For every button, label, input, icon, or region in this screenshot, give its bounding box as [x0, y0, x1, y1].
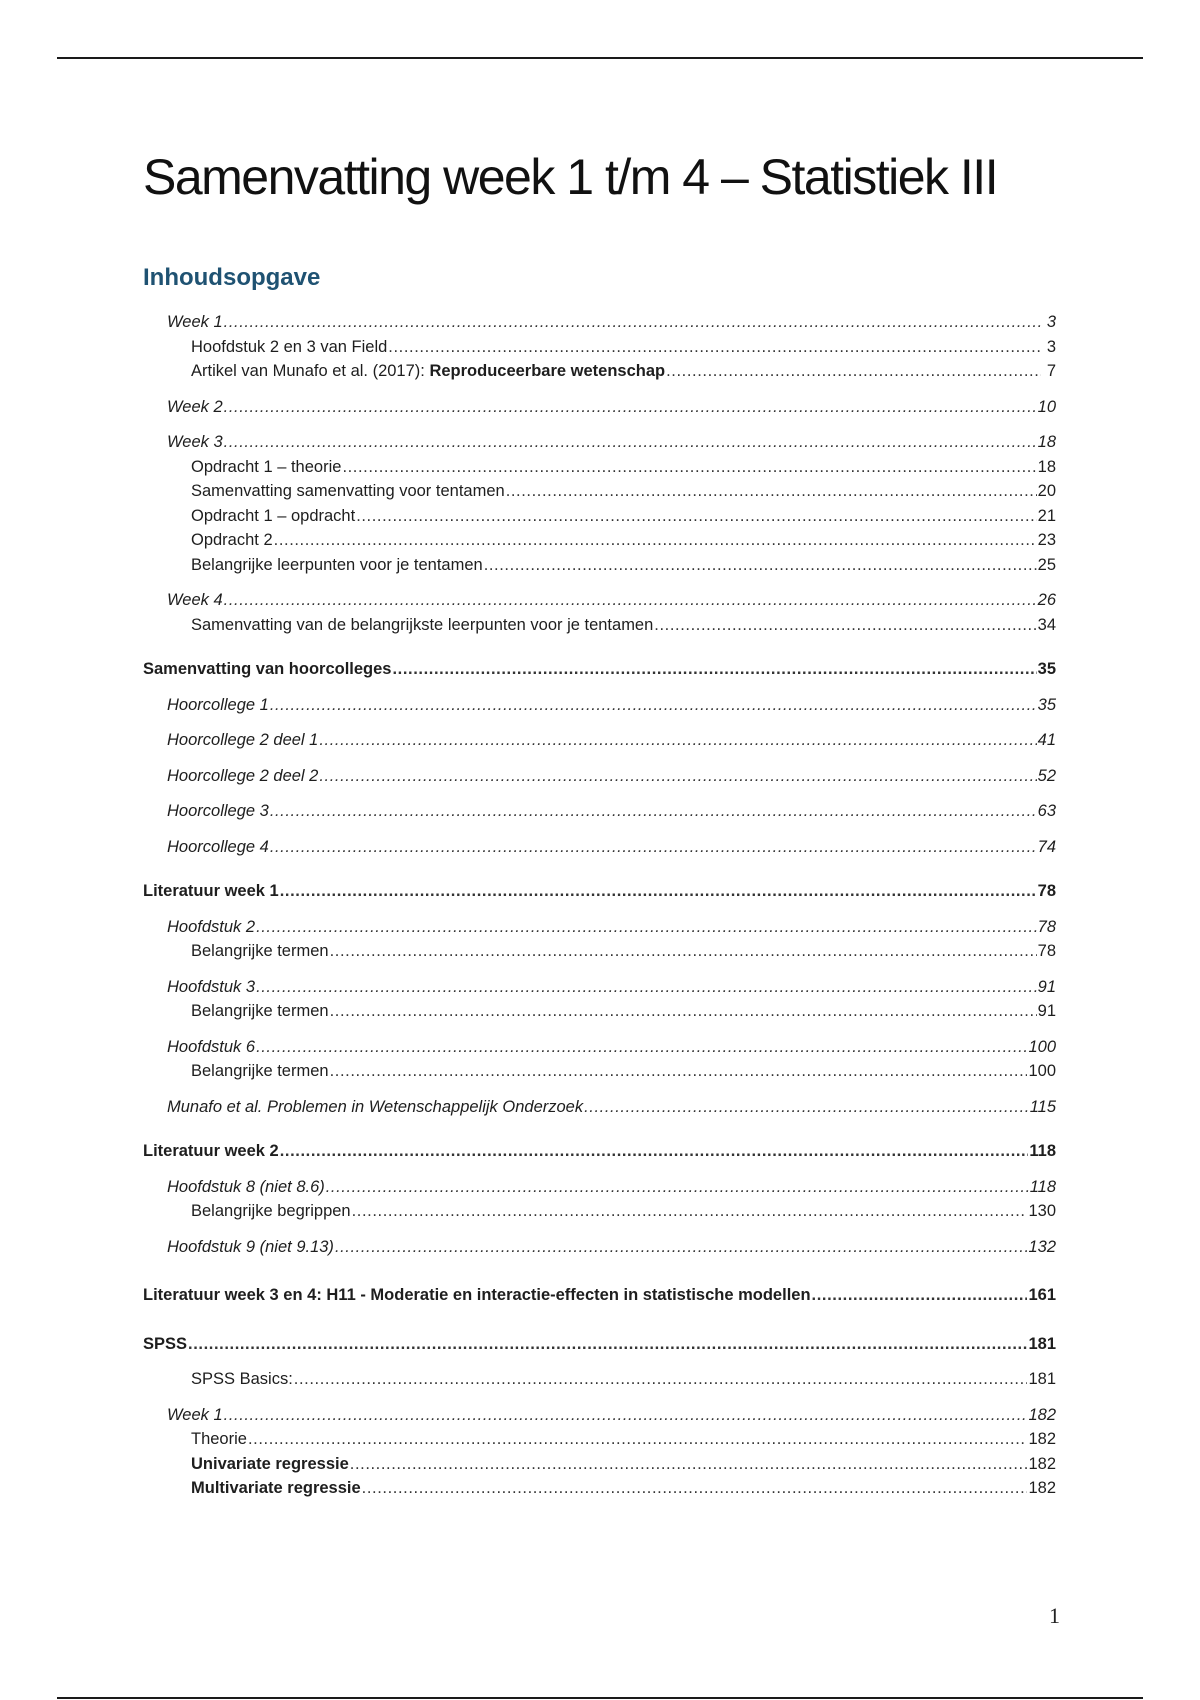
toc-entry-spss-basics[interactable]: SPSS Basics: ..... 181: [143, 1367, 1056, 1392]
toc-entry-termen-h6[interactable]: Belangrijke termen ..... 100: [143, 1059, 1056, 1084]
toc-entry-hoofdstuk-9[interactable]: Hoofdstuk 9 (niet 9.13) ..... 132: [143, 1235, 1056, 1260]
toc-entry-theorie[interactable]: Theorie ..... 182: [143, 1427, 1056, 1452]
toc-entry-week-3[interactable]: Week 3 ..... 18: [143, 430, 1056, 455]
toc-entry-opdracht-2[interactable]: Opdracht 2 ..... 23: [143, 528, 1056, 553]
toc-entry-week-1[interactable]: Week 1 ..... 3: [143, 310, 1056, 335]
toc-entry-hoofdstuk-6[interactable]: Hoofdstuk 6 ..... 100: [143, 1035, 1056, 1060]
page-number: 1: [1049, 1603, 1060, 1628]
toc-entry-termen-h2[interactable]: Belangrijke termen ..... 78: [143, 939, 1056, 964]
toc-entry-opdracht-1-opdracht[interactable]: Opdracht 1 – opdracht ..... 21: [143, 504, 1056, 529]
toc-entry-hoorcollege-3[interactable]: Hoorcollege 3 ..... 63: [143, 799, 1056, 824]
toc-entry-literatuur-week-2[interactable]: Literatuur week 2 ..... 118: [143, 1139, 1056, 1164]
toc-entry-hoorcollege-2-deel-1[interactable]: Hoorcollege 2 deel 1 ..... 41: [143, 728, 1056, 753]
toc-entry-hoorcollege-1[interactable]: Hoorcollege 1 ..... 35: [143, 693, 1056, 718]
toc-entry-termen-h3[interactable]: Belangrijke termen ..... 91: [143, 999, 1056, 1024]
toc-entry-opdracht-1-theorie[interactable]: Opdracht 1 – theorie ..... 18: [143, 455, 1056, 480]
toc-heading: Inhoudsopgave: [143, 264, 321, 291]
footer-rule: [57, 1697, 1143, 1699]
page-title: Samenvatting week 1 t/m 4 – Statistiek III: [143, 149, 998, 205]
toc-entry-literatuur-week-1[interactable]: Literatuur week 1 ..... 78: [143, 879, 1056, 904]
toc-entry-univariate-regressie[interactable]: Univariate regressie ..... 182: [143, 1452, 1056, 1477]
toc-entry-literatuur-week-3-4[interactable]: Literatuur week 3 en 4: H11 - Moderatie en interactie-effecten in statistische modellen ..... 161: [143, 1283, 1056, 1308]
toc-entry-hoorcollege-4[interactable]: Hoorcollege 4 ..... 74: [143, 835, 1056, 860]
table-of-contents: [143, 310, 1056, 1501]
toc-entry-leerpunten-week-4[interactable]: Samenvatting van de belangrijkste leerpunten voor je tentamen ..... 34: [143, 613, 1056, 638]
toc-entry-hoorcolleges[interactable]: Samenvatting van hoorcolleges ..... 35: [143, 657, 1056, 682]
toc-entry-field-ch2-3[interactable]: Hoofdstuk 2 en 3 van Field ..... 3: [143, 335, 1056, 360]
toc-entry-multivariate-regressie[interactable]: Multivariate regressie ..... 182: [143, 1476, 1056, 1501]
toc-entry-hoorcollege-2-deel-2[interactable]: Hoorcollege 2 deel 2 ..... 52: [143, 764, 1056, 789]
toc-entry-week-2[interactable]: Week 2 ..... 10: [143, 395, 1056, 420]
toc-entry-samenvatting-tentamen[interactable]: Samenvatting samenvatting voor tentamen ..... 20: [143, 479, 1056, 504]
toc-entry-leerpunten-week-3[interactable]: Belangrijke leerpunten voor je tentamen ..... 25: [143, 553, 1056, 578]
toc-entry-hoofdstuk-8[interactable]: Hoofdstuk 8 (niet 8.6) ..... 118: [143, 1175, 1056, 1200]
toc-entry-week-4[interactable]: Week 4 ..... 26: [143, 588, 1056, 613]
toc-entry-hoofdstuk-2[interactable]: Hoofdstuk 2 ..... 78: [143, 915, 1056, 940]
toc-entry-hoofdstuk-3[interactable]: Hoofdstuk 3 ..... 91: [143, 975, 1056, 1000]
toc-entry-munafo-article[interactable]: Artikel van Munafo et al. (2017): Reproduceerbare wetenschap ..... 7: [143, 359, 1056, 384]
toc-entry-munafo-problemen[interactable]: Munafo et al. Problemen in Wetenschappelijk Onderzoek ..... 115: [143, 1095, 1056, 1120]
toc-entry-spss-week-1[interactable]: Week 1 ..... 182: [143, 1403, 1056, 1428]
toc-entry-spss[interactable]: SPSS ..... 181: [143, 1332, 1056, 1357]
header-rule: [57, 57, 1143, 59]
toc-entry-begrippen-h8[interactable]: Belangrijke begrippen ..... 130: [143, 1199, 1056, 1224]
